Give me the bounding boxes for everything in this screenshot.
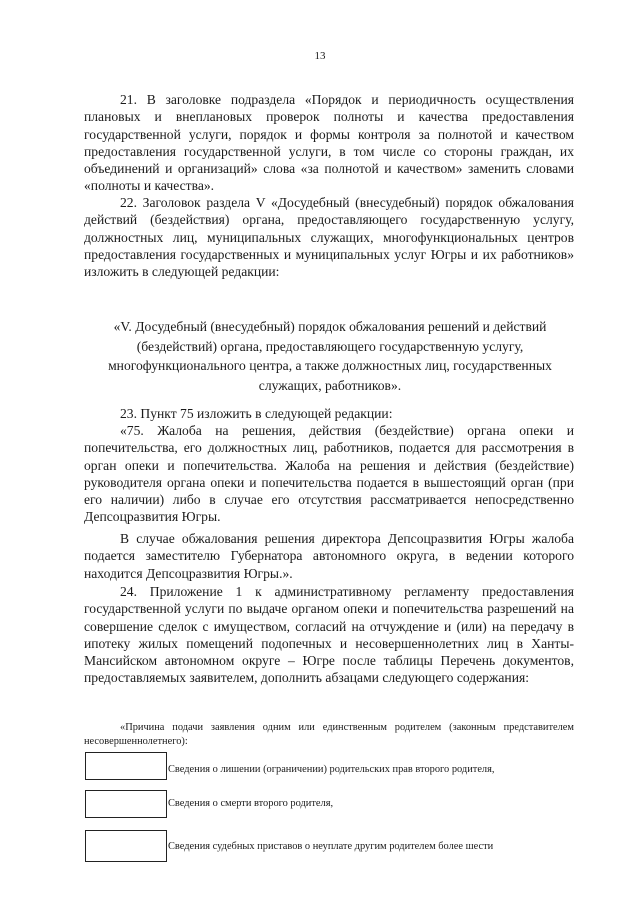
reason-checkbox-3[interactable]	[85, 830, 167, 862]
section-heading: «V. Досудебный (внесудебный) порядок обжалования решений и действий (бездействий) органа, предоставляющего государственную услугу, многофункционального центра, а также должностных лиц, государственных служащих, работников».	[108, 319, 552, 393]
reason-intro: «Причина подачи заявления одним или единственным родителем (законным представителем несовершеннолетнего):	[84, 722, 574, 747]
reason-option-2: Сведения о смерти второго родителя,	[168, 798, 334, 809]
item-22: 22. Заголовок раздела V «Досудебный (внесудебный) порядок обжалования действий (бездействия) органа, предоставляющего государственную услугу, должностных лиц, муниципальных служащих, многофункциональных центров предоставления государственных и муниципальных услуг Югры и их работников» изложить в следующей редакции:	[84, 195, 574, 280]
item-75-paragraph-2: В случае обжалования решения директора Депсоцразвития Югры жалоба подается заместителю Губернатора автономного округа, в ведении которого находится Депсоцразвития Югры.».	[84, 531, 574, 581]
reason-option-1: Сведения о лишении (ограничении) родительских прав второго родителя,	[168, 764, 495, 775]
item-23: 23. Пункт 75 изложить в следующей редакции:	[120, 406, 393, 421]
item-24: 24. Приложение 1 к административному регламенту предоставления государственной услуги по выдаче органом опеки и попечительства разрешений на совершение сделок с имуществом, согласий на отчуждение и (или) на передачу в ипотеку жилых помещений подопечных и несовершеннолетних лиц в Ханты-Мансийском автономном округе – Югре после таблицы Перечень документов, предоставляемых заявителем, дополнить абзацами следующего содержания:	[84, 584, 574, 686]
page-number: 13	[314, 50, 326, 62]
reason-checkbox-2[interactable]	[85, 790, 167, 818]
item-75: «75. Жалоба на решения, действия (бездействие) органа опеки и попечительства, его должностных лиц, работников, подается для рассмотрения в орган опеки и попечительства. Жалоба на решения и действия (бездействие) руководителя органа опеки и попечительства подается в вышестоящий орган (при его наличии) либо в случае его отсутствия рассматривается непосредственно Депсоцразвития Югры.	[84, 423, 574, 525]
item-21: 21. В заголовке подраздела «Порядок и периодичность осуществления плановых и внеплановых проверок полноты и качества предоставления государственной услуги, порядок и формы контроля за полнотой и качеством предоставления государственной услуги, в том числе со стороны граждан, их объединений и организаций» слова «за полнотой и качеством» заменить словами «полноты и качества».	[84, 92, 574, 194]
reason-checkbox-1[interactable]	[85, 752, 167, 780]
reason-option-3: Сведения судебных приставов о неуплате другим родителем более шести	[168, 841, 494, 852]
